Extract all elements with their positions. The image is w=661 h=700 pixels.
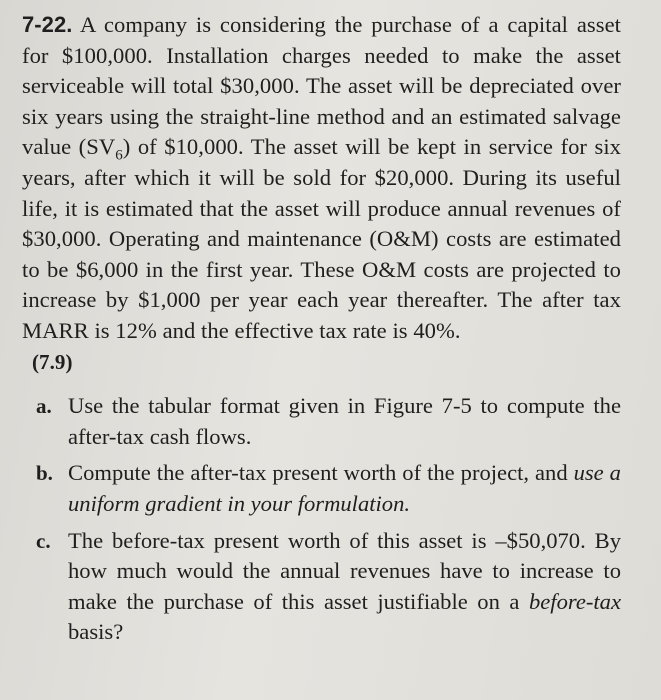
part-b	[22, 458, 621, 519]
part-b-label: b.	[36, 461, 53, 486]
problem-number: 7-22.	[22, 12, 73, 37]
section-reference: (7.9)	[32, 349, 73, 374]
problem-statement	[22, 10, 621, 377]
part-c-italic: before-tax	[528, 588, 621, 614]
part-c	[22, 526, 621, 648]
problem-text-part-1: A company is considering the purchase of a capital asset for $100,000. Installation charges needed to make the asset serviceable will total $30,000. The asset will be depreciated over six years using the straight-line method and an estimated salvage value (SV	[22, 12, 621, 160]
part-b-text: Compute the after-tax present worth of the project, and	[68, 460, 574, 486]
part-c-label: c.	[36, 528, 51, 553]
part-b-italic: use a uniform gradient in your formulation.	[68, 460, 621, 516]
part-c-text-end: basis?	[68, 619, 124, 645]
part-c-text: The before-tax present worth of this asset is –$50,070. By how much would the annual revenues have to increase to make the purchase of this asset justifiable on a	[68, 527, 621, 614]
part-a-text: Use the tabular format given in Figure 7-5 to compute the after-tax cash flows.	[68, 393, 621, 449]
part-a	[22, 391, 621, 452]
problem-parts-list	[22, 391, 621, 648]
salvage-subscript: 6	[115, 147, 123, 164]
part-a-label: a.	[36, 394, 52, 419]
problem-text-part-2: ) of $10,000. The asset will be kept in service for six years, after which it will be sold for $20,000. During its useful life, it is estimated that the asset will produce annual revenues of $30,000. Operating and maintenance (O&M) costs are estimated to be $6,000 in the first year. These O&M costs are projected to increase by $1,000 per year each year thereafter. The after tax MARR is 12% and the effective tax rate is 40%.	[22, 134, 621, 343]
